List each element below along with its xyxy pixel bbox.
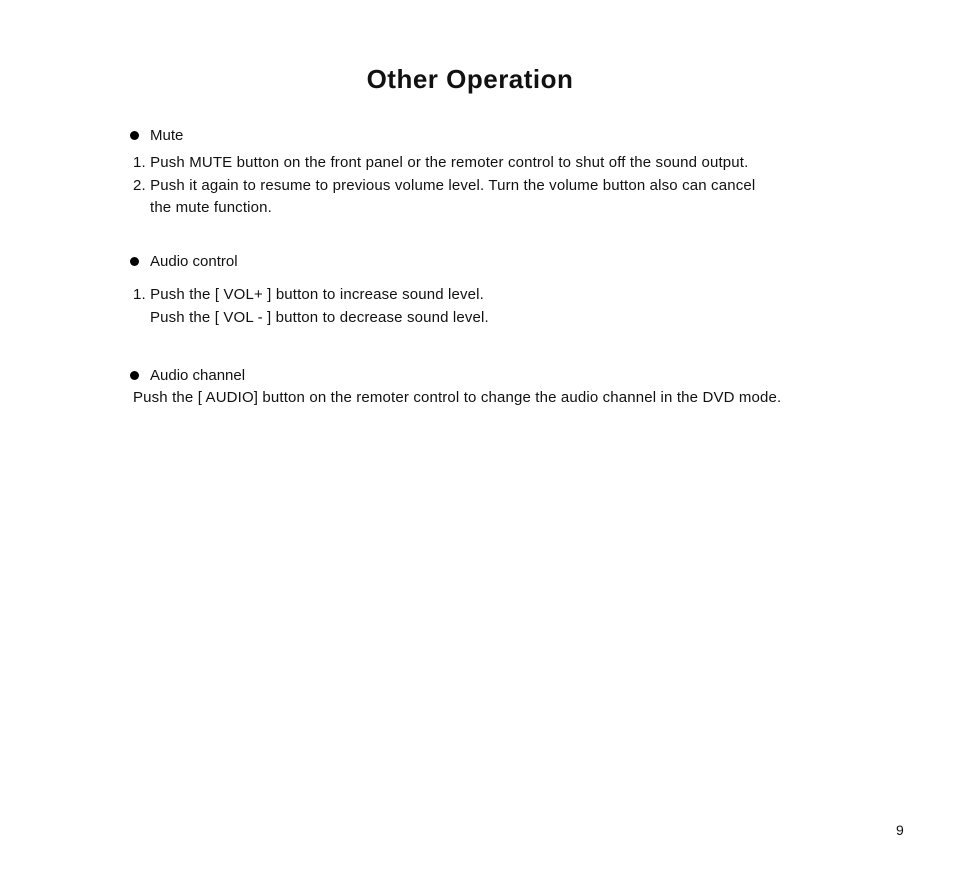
page-title: Other Operation <box>366 64 574 94</box>
section-heading-audio-channel <box>130 365 245 385</box>
mute-step-2-continued: the mute function. <box>150 199 272 216</box>
audio-control-step-1-continued: Push the [ VOL - ] button to decrease sound level. <box>150 309 489 326</box>
mute-step-1: 1. Push MUTE button on the front panel or the remoter control to shut off the sound output. <box>133 154 749 171</box>
bullet-icon <box>130 131 139 140</box>
section-heading-mute <box>130 125 183 145</box>
bullet-icon <box>130 257 139 266</box>
section-heading-label: Audio control <box>150 252 238 270</box>
section-heading-label: Audio channel <box>150 366 246 384</box>
page-number: 9 <box>896 822 904 838</box>
section-heading-label: Mute <box>150 126 184 144</box>
audio-control-step-1: 1. Push the [ VOL+ ] button to increase sound level. <box>133 286 484 303</box>
bullet-icon <box>130 371 139 380</box>
mute-step-2: 2. Push it again to resume to previous volume level. Turn the volume button also can cancel <box>133 177 756 194</box>
section-heading-audio-control <box>130 251 238 271</box>
audio-channel-text: Push the [ AUDIO] button on the remoter control to change the audio channel in the DVD mode. <box>133 389 782 406</box>
